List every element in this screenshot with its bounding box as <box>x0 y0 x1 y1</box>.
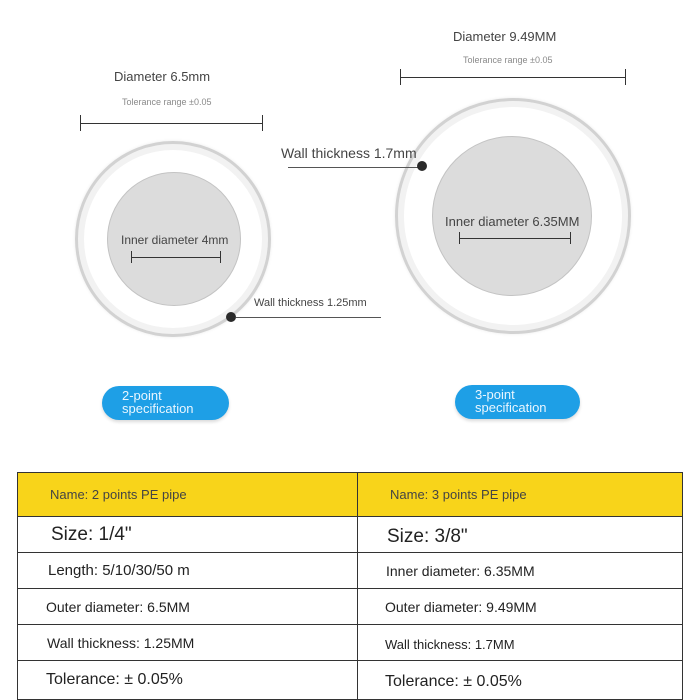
right-wall-thickness-label: Wall thickness 1.7mm <box>281 145 417 161</box>
table-row <box>18 553 683 589</box>
table-row <box>18 661 683 700</box>
three-point-spec-badge <box>455 385 580 419</box>
table-cell <box>358 661 683 700</box>
table-cell <box>358 517 683 553</box>
left-inner-tick-end <box>220 251 221 263</box>
header-right-text: Name: 3 points PE pipe <box>390 487 527 502</box>
cell-text: Wall thickness: 1.7MM <box>385 636 515 652</box>
three-point-spec-badge-text: 3-point specification <box>475 387 547 415</box>
right-dimension-tick-start <box>400 69 401 85</box>
cell-text: Length: 5/10/30/50 m <box>48 562 190 579</box>
left-inner-diameter-label: Inner diameter 4mm <box>121 233 229 247</box>
cell-text: Wall thickness: 1.25MM <box>47 634 195 651</box>
cell-text: Size: 3/8" <box>387 525 468 547</box>
right-inner-diameter-label: Inner diameter 6.35MM <box>445 214 580 229</box>
right-inner-tick-end <box>570 232 571 244</box>
right-diameter-dimension-line <box>400 77 626 78</box>
left-diameter-label: Diameter 6.5mm <box>114 69 211 84</box>
two-point-spec-badge <box>102 386 229 420</box>
header-left-text: Name: 2 points PE pipe <box>50 487 187 502</box>
table-cell <box>18 589 358 625</box>
table-cell <box>18 517 358 553</box>
right-dimension-tick-end <box>625 69 626 85</box>
table-header-row <box>18 473 683 517</box>
cell-text: Size: 1/4" <box>51 523 132 545</box>
right-inner-tick-start <box>459 232 460 244</box>
right-diameter-label: Diameter 9.49MM <box>453 29 557 44</box>
table-cell <box>18 661 358 700</box>
table-cell <box>358 625 683 661</box>
table-cell <box>18 553 358 589</box>
table-row <box>18 625 683 661</box>
right-wall-marker-dot <box>417 161 427 171</box>
left-inner-dimension-line <box>131 257 221 258</box>
right-wall-leader-line <box>288 167 423 168</box>
left-tolerance-label: Tolerance range ±0.05 <box>122 97 212 107</box>
two-point-spec-badge-text: 2-point specification <box>122 388 194 416</box>
table-row <box>18 517 683 553</box>
left-wall-marker-dot <box>226 312 236 322</box>
table-row <box>18 589 683 625</box>
left-diameter-dimension-line <box>80 123 263 124</box>
left-wall-thickness-label: Wall thickness 1.25mm <box>254 297 367 309</box>
table-cell <box>358 589 683 625</box>
right-tolerance-label: Tolerance range ±0.05 <box>463 55 553 65</box>
cell-text: Outer diameter: 9.49MM <box>385 598 537 615</box>
cell-text: Tolerance: ± 0.05% <box>385 672 522 690</box>
cell-text: Inner diameter: 6.35MM <box>386 562 535 579</box>
right-inner-dimension-line <box>459 238 571 239</box>
spec-table <box>17 472 683 700</box>
table-header-cell <box>18 473 358 517</box>
left-dimension-tick-start <box>80 115 81 131</box>
cell-text: Outer diameter: 6.5MM <box>46 598 190 615</box>
table-header-cell <box>358 473 683 517</box>
table-cell <box>18 625 358 661</box>
left-dimension-tick-end <box>262 115 263 131</box>
left-wall-leader-line <box>236 317 381 318</box>
cell-text: Tolerance: ± 0.05% <box>46 671 183 688</box>
left-inner-tick-start <box>131 251 132 263</box>
table-cell <box>358 553 683 589</box>
